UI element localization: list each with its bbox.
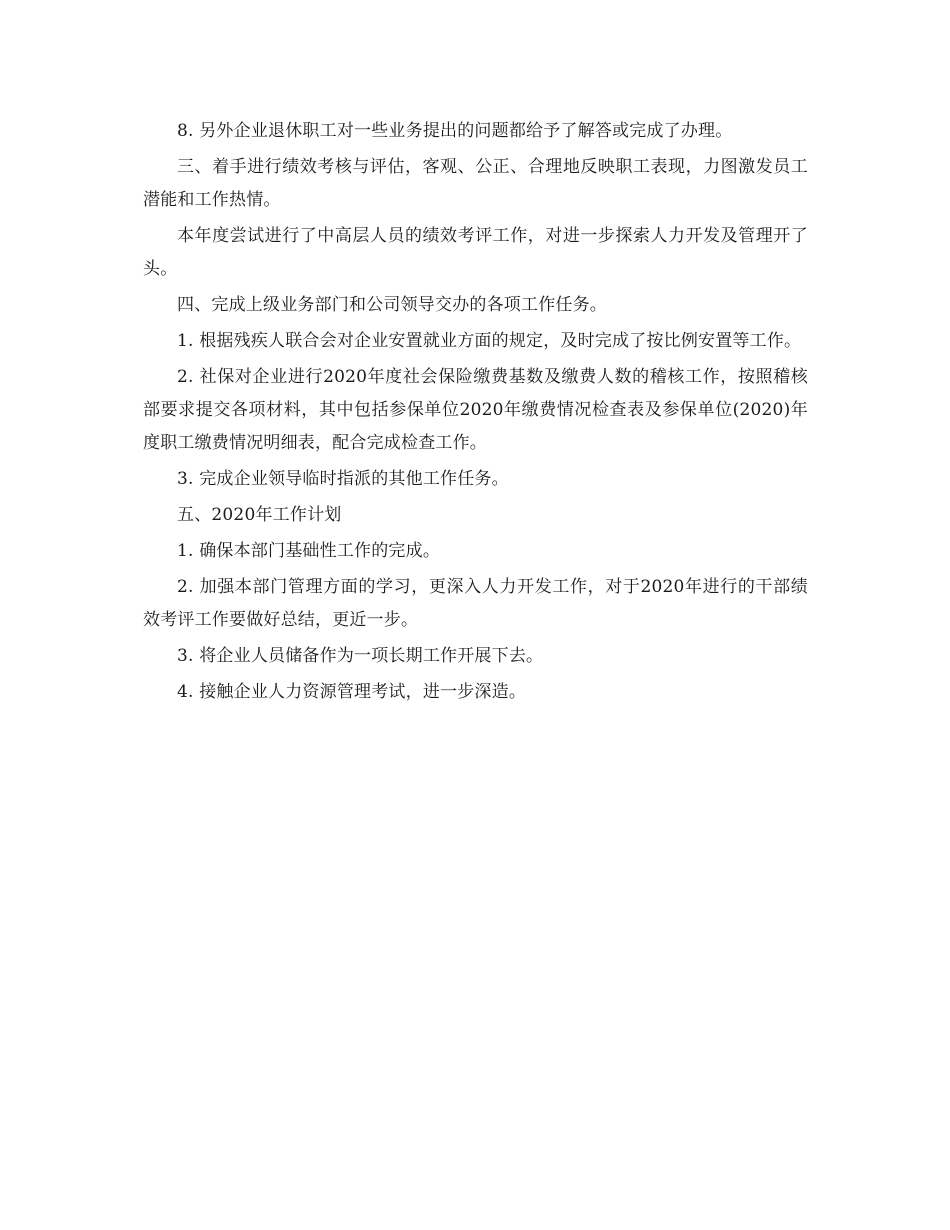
paragraph-disability-employment: 1. 根据残疾人联合会对企业安置就业方面的规定，及时完成了按比例安置等工作。 <box>177 331 802 351</box>
paragraph-social-insurance-audit: 2. 社保对企业进行2020年度社会保险缴费基数及缴费人数的稽核工作，按照稽核部要求提交各项材料，其中包括参保单位2020年缴费情况检查表及参保单位(2020)年度职工缴费情况明细表，配合完成检查工作。 <box>143 367 808 453</box>
paragraph-plan-item-3: 3. 将企业人员储备作为一项长期工作开展下去。 <box>177 646 544 666</box>
paragraph-plan-item-2: 2. 加强本部门管理方面的学习，更深入人力开发工作，对于2020年进行的干部绩效考评工作要做好总结，更近一步。 <box>143 577 808 630</box>
paragraph-section-five-heading: 五、2020年工作计划 <box>177 505 342 525</box>
paragraph-section-four-heading: 四、完成上级业务部门和公司领导交办的各项工作任务。 <box>177 295 607 315</box>
paragraph-section-three-heading: 三、着手进行绩效考核与评估，客观、公正、合理地反映职工表现，力图激发员工潜能和工作热情。 <box>143 157 808 210</box>
paragraph-other-tasks: 3. 完成企业领导临时指派的其他工作任务。 <box>177 469 509 489</box>
paragraph-plan-item-4: 4. 接触企业人力资源管理考试，进一步深造。 <box>177 682 527 702</box>
paragraph-performance-review: 本年度尝试进行了中高层人员的绩效考评工作，对进一步探索人力开发及管理开了头。 <box>143 226 808 279</box>
paragraph-retiree-issues: 8. 另外企业退休职工对一些业务提出的问题都给予了解答或完成了办理。 <box>177 121 733 141</box>
document-body <box>143 115 808 712</box>
paragraph-plan-item-1: 1. 确保本部门基础性工作的完成。 <box>177 541 441 561</box>
